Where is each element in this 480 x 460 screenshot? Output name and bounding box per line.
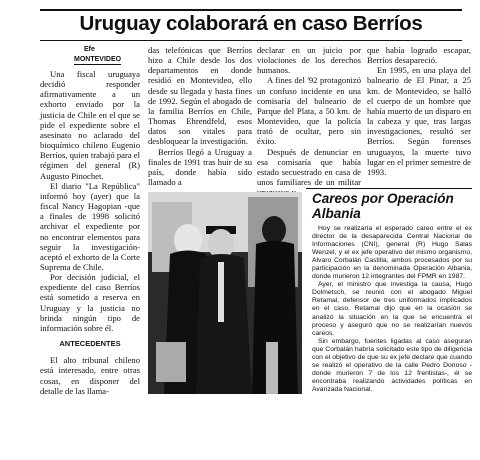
sidebar-body (312, 225, 472, 394)
top-rule (40, 9, 462, 11)
paragraph: Una fiscal uruguaya decidió responder afirmativamente a un exhorto enviado por la justicia de Chile en el que se pide el expediente sobre el asesinato no aclarado del bioquímico chileno Eugenio Berríos, quien trabajó para el régimen del general (R) Augusto Pinochet. (40, 69, 140, 181)
paragraph: Hoy se realizaría el esperado careo entre el ex director de la desaparecida Central Nacional de Informaciones (CNI), general (R) Hugo Salas Wenzel, y el ex jefe operativo del mismo organismo, Alvaro Corbalán Castilla, ambos procesados por su participación en la denominada Operación Albania, donde murieron 12 integrantes del FPMR en 1987. (312, 225, 472, 281)
paragraph: Después de denunciar en esa comisaría que había estado secuestrado en casa de unos familiares de un militar (257, 146, 361, 188)
paragraph: das telefónicas que Berríos hizo a Chile desde los dos departamentos en donde residió en Montevideo, ello desde su llegada y hasta fines de 1992. Según el abogado de la familia Berríos en Chile, Thomas Ehrendfeld, esos datos son vitales para desbloquear la investigación. (148, 45, 252, 147)
paragraph: En 1995, en una playa del balneario de El Pinar, a 25 km. de Montevideo, se halló el cuerpo de un hombre que había muerto de un disparo en la cabeza y que, tras largas investigaciones, resultó ser Berríos. Según forenses uruguayos, la muerte tuvo lugar en el primer semestre de 1993. (367, 65, 471, 177)
news-photo (148, 192, 302, 394)
paragraph: que había logrado escapar, Berríos desapareció. (367, 45, 471, 66)
paragraph: El alto tribunal chileno está interesado, entre otras cosas, en disponer del detalle de las llama- (40, 355, 140, 396)
paragraph: A fines del '92 protagonizó un confuso incidente en una comisaría del balneario de Parque del Plata, a 50 km. de Montevideo, que la policía trató de ocultar, pero sin éxito. (257, 75, 361, 147)
paragraph: declarar en un juicio por violaciones de los derechos humanos. (257, 45, 361, 76)
paragraph: El diario "La República" informó hoy (ayer) que la fiscal Nancy Hagopian -que a finales de 1998 solicitó archivar el expediente por no encontrar elementos para seguir la investigación- aceptó el exhorto de la Corte Suprema de Chile. (40, 180, 140, 272)
section-subhead: ANTECEDENTES (59, 339, 121, 349)
sidebar-rule (306, 188, 472, 189)
article-column-1 (40, 69, 140, 396)
paragraph: Ayer, el ministro que investiga la causa, Hugo Dolmetsch, se reunió con el abogado Miguel Retamal, defensor de tres uniformados implicados en el caso. Retamal dijo que en la ocasión se analizó la situación en la que se encuentra el proceso y aseguró que no se realizarían nuevos careos. (312, 281, 472, 337)
paragraph: Berríos llegó a Uruguay a finales de 1991 tras huir de su país, donde había sido llamado a (148, 146, 252, 188)
article-column-4 (367, 45, 471, 177)
article-column-2 (148, 45, 252, 187)
sidebar-title: Careos por Operación Albania (312, 191, 454, 221)
paragraph: Por decisión judicial, el expediente del caso Berríos está sometido a reserva en Uruguay y la justicia no brinda ningún tipo de información sobre él. (40, 272, 140, 333)
source-city: MONTEVIDEO (74, 56, 122, 63)
headline: Uruguay colaborará en caso Berríos (79, 12, 423, 35)
source-agency: Efe (84, 46, 95, 53)
headline-underline (40, 40, 462, 41)
photo-illustration (148, 192, 302, 394)
article-column-3 (257, 45, 361, 197)
paragraph: Sin embargo, fuentes ligadas al caso aseguran que Corbalán habría solicitado este tipo de diligencia con el objetivo de que su ex jefe declare que cuando se realizó el operativo de la calle Pedro Donoso -donde murieron 7 de los 12 frentistas-, él se encontraba realizando actividades políticas en Avanzada Nacional. (312, 337, 472, 393)
